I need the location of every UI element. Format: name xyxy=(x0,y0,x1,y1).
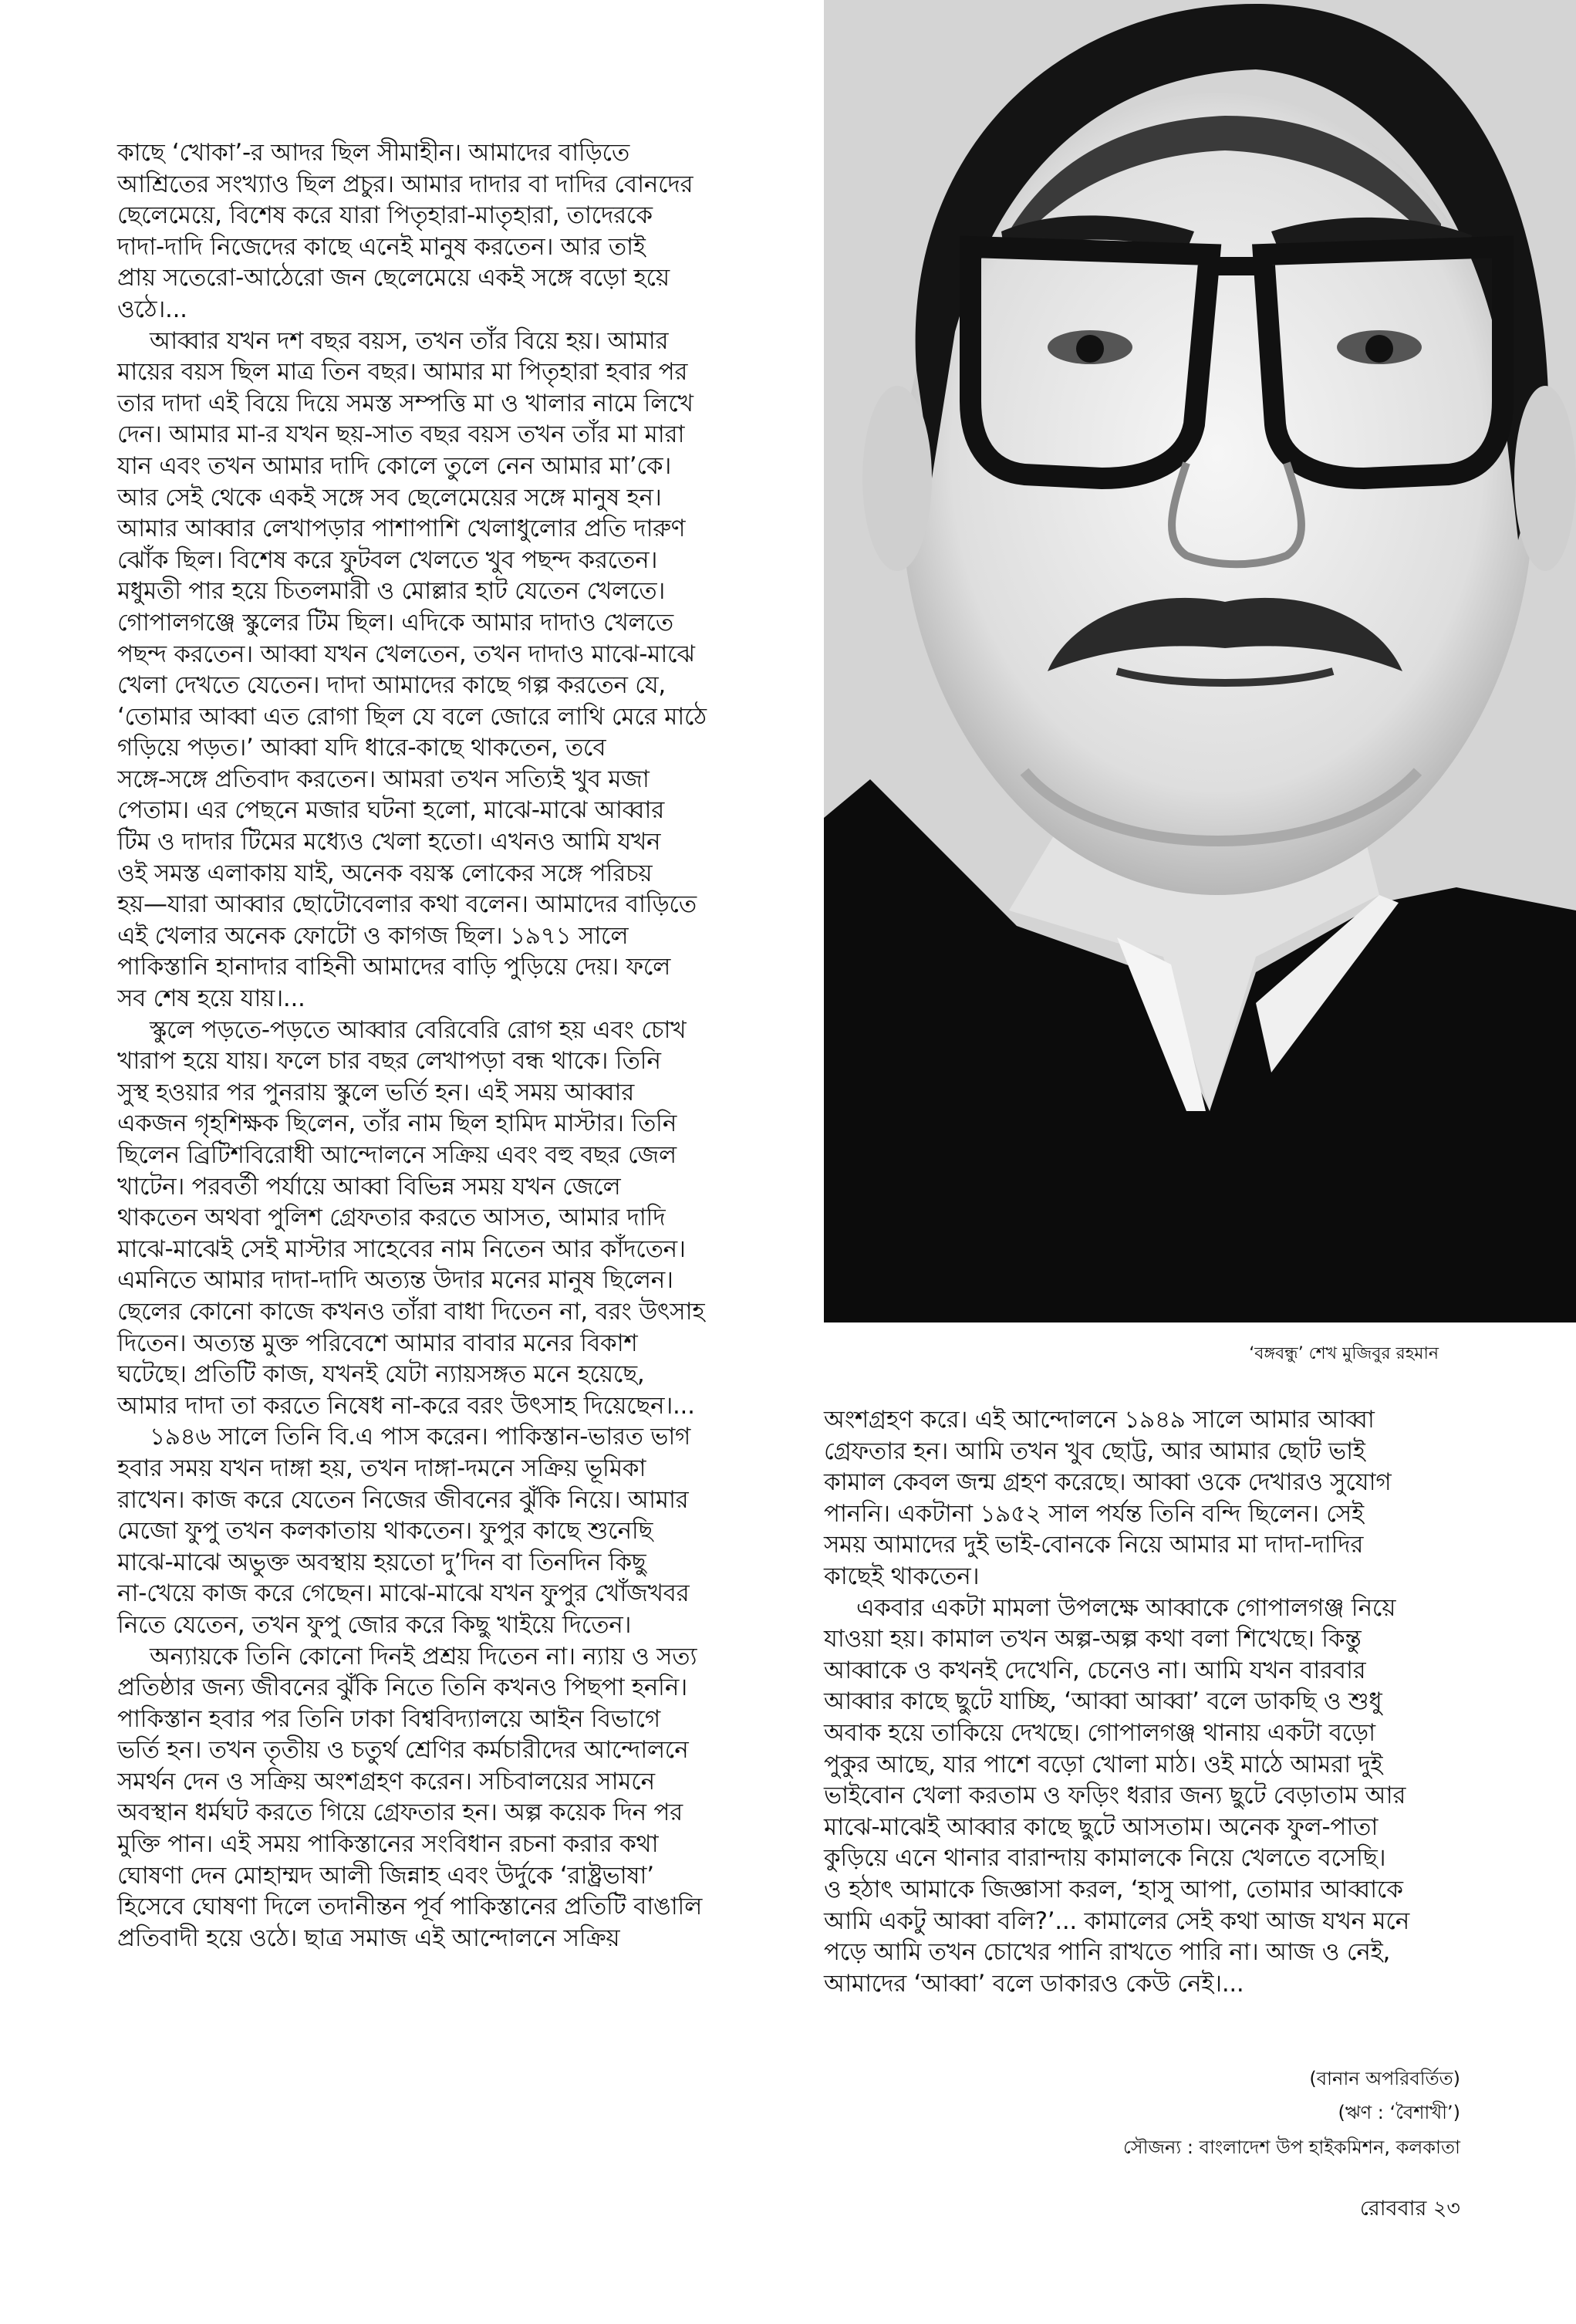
text-line: সমর্থন দেন ও সক্রিয় অংশগ্রহণ করেন। সচিবালয়ের সামনে xyxy=(117,1767,655,1795)
text-line: নিতে যেতেন, তখন ফুপু জোর করে কিছু খাইয়ে দিতেন। xyxy=(117,1610,632,1639)
text-line: কাছেই থাকতেন। xyxy=(824,1562,980,1590)
text-line: খাটেন। পরবর্তী পর্যায়ে আব্বা বিভিন্ন সময় যখন জেলে xyxy=(117,1172,621,1201)
paragraph-start-line: ১৯৪৬ সালে তিনি বি.এ পাস করেন। পাকিস্তান-ভারত ভাগ xyxy=(150,1423,691,1451)
text-line: এমনিতে আমার দাদা-দাদি অত্যন্ত উদার মনের মানুষ ছিলেন। xyxy=(117,1266,673,1295)
text-line: সব শেষ হয়ে যায়।... xyxy=(117,985,305,1013)
text-line: এই খেলার অনেক ফোটো ও কাগজ ছিল। ১৯৭১ সালে xyxy=(117,921,629,950)
portrait-photo xyxy=(824,0,1576,1322)
text-line: ছেলের কোনো কাজে কখনও তাঁরা বাধা দিতেন না, বরং উৎসাহ xyxy=(117,1297,705,1326)
text-line: পছন্দ করতেন। আব্বা যখন খেলতেন, তখন দাদাও মাঝে-মাঝে xyxy=(117,640,695,668)
text-line: সঙ্গে-সঙ্গে প্রতিবাদ করতেন। আমরা তখন সত্যিই খুব মজা xyxy=(117,765,650,793)
text-line: পড়ে আমি তখন চোখের পানি রাখতে পারি না। আজ ও নেই, xyxy=(824,1938,1391,1967)
text-line: ঝোঁক ছিল। বিশেষ করে ফুটবল খেলতে খুব পছন্দ করতেন। xyxy=(117,546,658,574)
paragraph-start-line: একবার একটা মামলা উপলক্ষে আব্বাকে গোপালগঞ্জ নিয়ে xyxy=(856,1593,1396,1622)
text-line: খারাপ হয়ে যায়। ফলে চার বছর লেখাপড়া বন্ধ থাকে। তিনি xyxy=(117,1047,661,1076)
left-text-column xyxy=(117,137,788,1954)
text-line: পাকিস্তান হবার পর তিনি ঢাকা বিশ্ববিদ্যালয়ে আইন বিভাগে xyxy=(117,1704,660,1733)
text-line: আশ্রিতের সংখ্যাও ছিল প্রচুর। আমার দাদার বা দাদির বোনদের xyxy=(117,170,694,198)
text-line: তার দাদা এই বিয়ে দিয়ে সমস্ত সম্পত্তি মা ও খালার নামে লিখে xyxy=(117,389,694,417)
text-line: ওঠে।... xyxy=(117,295,187,323)
text-line: অবস্থান ধর্মঘট করতে গিয়ে গ্রেফতার হন। অল্প কয়েক দিন পর xyxy=(117,1799,683,1827)
text-line: পেতাম। এর পেছনে মজার ঘটনা হলো, মাঝে-মাঝে আব্বার xyxy=(117,796,664,825)
text-line: পাকিস্তানি হানাদার বাহিনী আমাদের বাড়ি পুড়িয়ে দেয়। ফলে xyxy=(117,953,671,981)
text-line: মেজো ফুপু তখন কলকাতায় থাকতেন। ফুপুর কাছে শুনেছি xyxy=(117,1517,653,1545)
text-line: আব্বার কাছে ছুটে যাচ্ছি, ‘আব্বা আব্বা’ বলে ডাকছি ও শুধু xyxy=(824,1687,1382,1716)
text-line: ঘটেছে। প্রতিটি কাজ, যখনই যেটা ন্যায়সঙ্গত মনে হয়েছে, xyxy=(117,1360,645,1389)
text-line: যাওয়া হয়। কামাল তখন অল্প-অল্প কথা বলা শিখেছে। কিন্তু xyxy=(824,1625,1362,1653)
paragraph-start-line: অন্যায়কে তিনি কোনো দিনই প্রশ্রয় দিতেন না। ন্যায় ও সত্য xyxy=(150,1642,697,1670)
text-line: প্রায় সতেরো-আঠেরো জন ছেলেমেয়ে একই সঙ্গে বড়ো হয়ে xyxy=(117,264,670,292)
paragraph-start-line: আব্বার যখন দশ বছর বয়স, তখন তাঁর বিয়ে হয়। আমার xyxy=(150,326,669,355)
text-line: রাখেন। কাজ করে যেতেন নিজের জীবনের ঝুঁকি নিয়ে। আমার xyxy=(117,1485,689,1514)
text-line: দিতেন। অত্যন্ত মুক্ত পরিবেশে আমার বাবার মনের বিকাশ xyxy=(117,1329,638,1357)
page-footer-label: রোববার ২৩ xyxy=(1359,2197,1460,2221)
text-line: পুকুর আছে, যার পাশে বড়ো খোলা মাঠ। ওই মাঠে আমরা দুই xyxy=(824,1750,1383,1778)
text-line: সময় আমাদের দুই ভাই-বোনকে নিয়ে আমার মা দাদা-দাদির xyxy=(824,1531,1364,1559)
text-line: দেন। আমার মা-র যখন ছয়-সাত বছর বয়স তখন তাঁর মা মারা xyxy=(117,421,685,449)
text-line: থাকতেন অথবা পুলিশ গ্রেফতার করতে আসত, আমার দাদি xyxy=(117,1204,666,1232)
text-line: যান এবং তখন আমার দাদি কোলে তুলে নেন আমার মা’কে। xyxy=(117,451,672,480)
photo-caption: ‘বঙ্গবন্ধু’ শেখ মুজিবুর রহমান xyxy=(1249,1344,1439,1363)
text-line: পাননি। একটানা ১৯৫২ সাল পর্যন্ত তিনি বন্দি ছিলেন। সেই xyxy=(824,1499,1364,1528)
text-line: ওই সমস্ত এলাকায় যাই, অনেক বয়স্ক লোকের সঙ্গে পরিচয় xyxy=(117,859,653,887)
text-line: আমাদের ‘আব্বা’ বলে ডাকারও কেউ নেই।... xyxy=(824,1969,1244,1998)
credit-note: (ঋণ : ‘বৈশাখী’) xyxy=(1338,2102,1460,2123)
text-line: প্রতিষ্ঠার জন্য জীবনের ঝুঁকি নিতে তিনি কখনও পিছপা হননি। xyxy=(117,1674,687,1702)
right-text-column xyxy=(824,1404,1487,1999)
text-line: আব্বাকে ও কখনই দেখেনি, চেনেও না। আমি যখন বারবার xyxy=(824,1656,1366,1684)
text-line: মাঝে-মাঝেই আব্বার কাছে ছুটে আসতাম। অনেক ফুল-পাতা xyxy=(824,1812,1379,1841)
text-line: সুস্থ হওয়ার পর পুনরায় স্কুলে ভর্তি হন। এই সময় আব্বার xyxy=(117,1078,634,1106)
text-line: মাঝে-মাঝে অভুক্ত অবস্থায় হয়তো দু’দিন বা তিনদিন কিছু xyxy=(117,1548,646,1576)
text-line: মাঝে-মাঝেই সেই মাস্টার সাহেবের নাম নিতেন আর কাঁদতেন। xyxy=(117,1235,686,1263)
text-line: হয়—যারা আব্বার ছোটোবেলার কথা বলেন। আমাদের বাড়িতে xyxy=(117,890,697,919)
text-line: হিসেবে ঘোষণা দিলে তদানীন্তন পূর্ব পাকিস্তানের প্রতিটি বাঙালি xyxy=(117,1893,703,1921)
text-line: কাছে ‘খোকা’-র আদর ছিল সীমাহীন। আমাদের বাড়িতে xyxy=(117,139,629,167)
portrait-illustration xyxy=(824,0,1576,1322)
text-line: কামাল কেবল জন্ম গ্রহণ করেছে। আব্বা ওকে দেখারও সুযোগ xyxy=(824,1468,1392,1497)
text-line: খেলা দেখতে যেতেন। দাদা আমাদের কাছে গল্প করতেন যে, xyxy=(117,671,666,700)
text-line: ভর্তি হন। তখন তৃতীয় ও চতুর্থ শ্রেণির কর্মচারীদের আন্দোলনে xyxy=(117,1736,689,1765)
text-line: গ্রেফতার হন। আমি তখন খুব ছোট্ট, আর আমার ছোট ভাই xyxy=(824,1437,1365,1465)
text-line: আর সেই থেকে একই সঙ্গে সব ছেলেমেয়ের সঙ্গে মানুষ হন। xyxy=(117,483,662,512)
text-line: প্রতিবাদী হয়ে ওঠে। ছাত্র সমাজ এই আন্দোলনে সক্রিয় xyxy=(117,1924,620,1952)
text-line: গড়িয়ে পড়ত।’ আব্বা যদি ধারে-কাছে থাকতেন, তবে xyxy=(117,734,606,762)
text-line: ও হঠাৎ আমাকে জিজ্ঞাসা করল, ‘হাসু আপা, তোমার আব্বাকে xyxy=(824,1875,1403,1903)
text-line: দাদা-দাদি নিজেদের কাছে এনেই মানুষ করতেন। আর তাই xyxy=(117,232,646,261)
text-line: ছেলেমেয়ে, বিশেষ করে যারা পিতৃহারা-মাতৃহারা, তাদেরকে xyxy=(117,201,653,230)
text-line: অবাক হয়ে তাকিয়ে দেখছে। গোপালগঞ্জ থানায় একটা বড়ো xyxy=(824,1718,1375,1747)
text-line: মধুমতী পার হয়ে চিতলমারী ও মোল্লার হাট যেতেন খেলতে। xyxy=(117,577,666,606)
text-line: ঘোষণা দেন মোহাম্মদ আলী জিন্নাহ এবং উর্দুকে ‘রাষ্ট্রভাষা’ xyxy=(117,1861,654,1890)
text-line: আমি একটু আব্বা বলি?’... কামালের সেই কথা আজ যখন মনে xyxy=(824,1907,1410,1935)
text-line: ছিলেন ব্রিটিশবিরোধী আন্দোলনে সক্রিয় এবং বহু বছর জেল xyxy=(117,1141,677,1169)
text-line: ‘তোমার আব্বা এত রোগা ছিল যে বলে জোরে লাথি মেরে মাঠে xyxy=(117,702,707,731)
text-line: মুক্তি পান। এই সময় পাকিস্তানের সংবিধান রচনা করার কথা xyxy=(117,1830,659,1859)
text-line: মায়ের বয়স ছিল মাত্র তিন বছর। আমার মা পিতৃহারা হবার পর xyxy=(117,358,688,387)
text-line: অংশগ্রহণ করে। এই আন্দোলনে ১৯৪৯ সালে আমার আব্বা xyxy=(824,1406,1375,1434)
text-line: একজন গৃহশিক্ষক ছিলেন, তাঁর নাম ছিল হামিদ মাস্টার। তিনি xyxy=(117,1110,677,1138)
spelling-note: (বানান অপরিবর্তিত) xyxy=(1309,2068,1460,2089)
text-line: আমার আব্বার লেখাপড়ার পাশাপাশি খেলাধুলোর প্রতি দারুণ xyxy=(117,515,686,543)
text-line: ভাইবোন খেলা করতাম ও ফড়িং ধরার জন্য ছুটে বেড়াতাম আর xyxy=(824,1782,1406,1810)
text-line: আমার দাদা তা করতে নিষেধ না-করে বরং উৎসাহ দিয়েছেন।... xyxy=(117,1391,695,1420)
text-line: কুড়িয়ে এনে থানার বারান্দায় কামালকে নিয়ে খেলতে বসেছি। xyxy=(824,1844,1386,1873)
text-line: না-খেয়ে কাজ করে গেছেন। মাঝে-মাঝে যখন ফুপুর খোঁজখবর xyxy=(117,1579,690,1608)
text-line: হবার সময় যখন দাঙ্গা হয়, তখন দাঙ্গা-দমনে সক্রিয় ভূমিকা xyxy=(117,1454,646,1482)
paragraph-start-line: স্কুলে পড়তে-পড়তে আব্বার বেরিবেরি রোগ হয় এবং চোখ xyxy=(150,1015,687,1044)
text-line: টিম ও দাদার টিমের মধ্যেও খেলা হতো। এখনও আমি যখন xyxy=(117,828,661,856)
text-line: গোপালগঞ্জে স্কুলের টিম ছিল। এদিকে আমার দাদাও খেলতে xyxy=(117,608,673,637)
courtesy-note: সৌজন্য : বাংলাদেশ উপ হাইকমিশন, কলকাতা xyxy=(1123,2137,1460,2158)
